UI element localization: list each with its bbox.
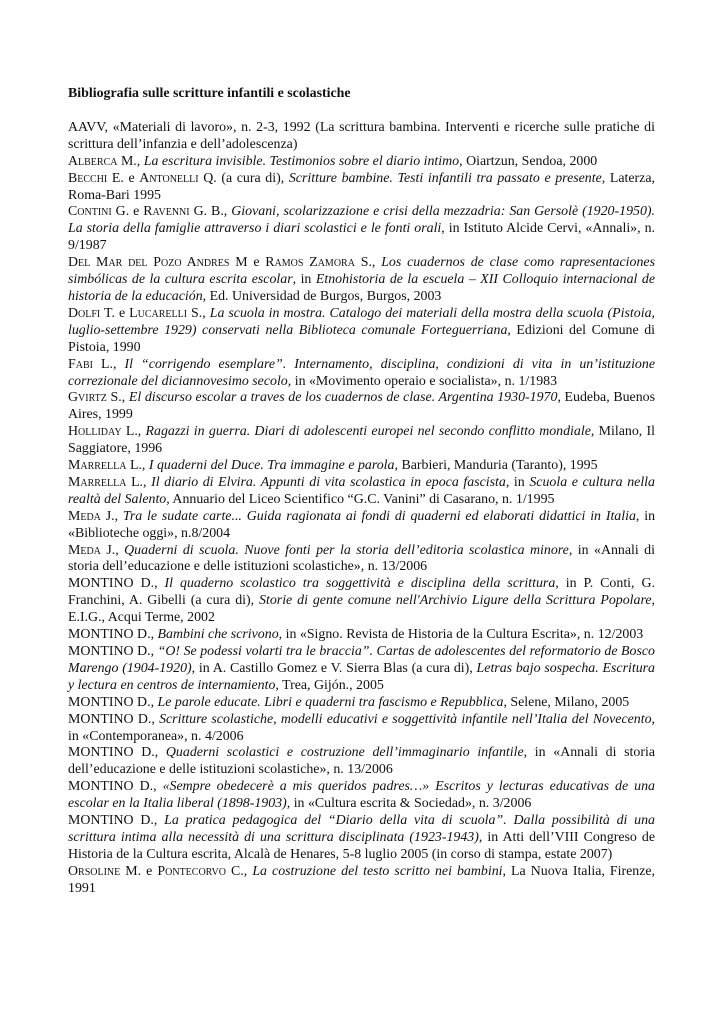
author-name: Meda: [68, 508, 101, 524]
work-title: Scritture scolastiche, modelli educativi e soggettività infantile nell’Italia del Novecento,: [159, 711, 655, 727]
bibliography-entry: [68, 576, 655, 627]
bibliography-entry: [68, 543, 655, 577]
entry-text: , in «Annali di storia dell’educazione e delle istituzioni scolastiche», n. 13/2006: [68, 542, 655, 575]
author-name: Orsoline: [68, 863, 121, 879]
bibliography-entry: [68, 813, 655, 864]
entry-text: J.,: [100, 508, 123, 524]
work-title: La escritura invisible. Testimonios sobre el diario intimo: [143, 153, 460, 169]
entry-text: in «Contemporanea», n. 4/2006: [68, 728, 244, 744]
entry-text: , Oiartzun, Sendoa, 2000: [459, 153, 598, 169]
entry-text: , Annuario del Liceo Scientifico “G.C. Vanini” di Casarano, n. 1/1995: [166, 491, 555, 507]
bibliography-entry: [68, 475, 655, 509]
entry-text: L.,: [92, 356, 125, 372]
entry-text: , in «Annali di storia dell’educazione e delle istituzioni scolastiche», n. 13/2006: [68, 745, 655, 778]
entry-text: , Milano, Il Saggiatore, 1996: [68, 424, 655, 457]
bibliography-entry: [68, 458, 655, 475]
author-name: Alberca: [68, 153, 118, 169]
entry-text: MONTINO D.,: [68, 576, 165, 592]
author-name: Antonelli: [139, 170, 199, 186]
work-title: Il quaderno scolastico tra soggettività e disciplina della scrittura: [164, 576, 556, 592]
entry-text: , in P. Conti, G. Franchini, A. Gibelli (a cura di),: [68, 576, 655, 609]
author-name: Becchi: [68, 170, 108, 186]
bibliography-entry: [68, 644, 655, 695]
author-name: Fabi: [68, 356, 93, 372]
author-name: Gvirtz: [68, 390, 107, 406]
bibliography-list: [68, 120, 655, 898]
work-title: Il diario di Elvira. Appunti di vita scolastica in epoca fascista: [151, 474, 506, 490]
entry-text: , Laterza, Roma-Bari 1995: [68, 170, 655, 203]
bibliography-entry: [68, 779, 655, 813]
entry-text: C.,: [226, 863, 253, 879]
entry-text: , Edizioni del Comune di Pistoia, 1990: [68, 322, 655, 355]
entry-text: , Ed. Universidad de Burgos, Burgos, 2003: [202, 288, 442, 304]
work-title: La scuola in mostra. Catalogo dei materiali della mostra della scuola (Pistoia, luglio-settembre 1929) conservati nella Biblioteca comunale Forteguerriana: [68, 305, 655, 338]
work-title: Etnohistoria de la escuela – XII Colloquio internacional de historia de la educación: [68, 272, 656, 304]
bibliography-entry: [68, 255, 655, 306]
entry-text: , in Istituto Alcide Cervi, «Annali», n. 9/1987: [68, 221, 655, 254]
bibliography-entry: [68, 695, 655, 712]
entry-text: S.,: [354, 255, 382, 271]
entry-text: MONTINO D.,: [68, 627, 158, 643]
bibliography-entry: [68, 424, 655, 458]
entry-text: L.,: [126, 474, 152, 490]
work-title: “O! Se podessi volarti tra le braccia”. Cartas de adolescentes del reformatorio de Bosco Marengo (1904-1920): [68, 644, 655, 676]
author-name: Ravenni: [143, 204, 190, 220]
work-title: Scritture bambine. Testi infantili tra passato e presente: [288, 170, 602, 186]
work-title: El discurso escolar a traves de los cuadernos de clase. Argentina 1930-1970: [128, 390, 558, 406]
entry-text: , Barbieri, Manduria (Taranto), 1995: [394, 458, 598, 474]
author-name: Marrella: [68, 474, 127, 490]
work-title: Quaderni scolastici e costruzione dell’immaginario infantile: [165, 745, 524, 761]
entry-text: MONTINO D.,: [68, 745, 166, 761]
work-title: Quaderni di scuola. Nuove fonti per la storia dell’editoria scolastica minore: [124, 542, 569, 558]
work-title: Tra le sudate carte... Guida ragionata ai fondi di quaderni ed elaborati didattici in Italia: [122, 508, 636, 524]
work-title: Le parole educate. Libri e quaderni tra fascismo e Repubblica: [157, 694, 504, 710]
entry-text: MONTINO D.,: [68, 711, 160, 727]
author-name: Del Mar del Pozo Andres: [68, 255, 230, 271]
entry-text: T. e: [100, 305, 130, 321]
entry-text: M. e: [120, 863, 158, 879]
entry-text: , Selene, Milano, 2005: [503, 694, 630, 710]
entry-text: , Eudeba, Buenos Aires, 1999: [68, 390, 655, 423]
bibliography-page: [68, 86, 655, 898]
bibliography-entry: [68, 509, 655, 543]
entry-text: Q. (a cura di),: [198, 170, 289, 186]
entry-text: MONTINO D.,: [68, 694, 158, 710]
bibliography-entry: [68, 390, 655, 424]
entry-text: MONTINO D.,: [68, 644, 158, 659]
entry-text: MONTINO D.,: [68, 813, 165, 829]
bibliography-entry: [68, 120, 655, 154]
entry-text: MONTINO D.,: [68, 779, 163, 795]
entry-text: AAVV, «Materiali di lavoro», n. 2-3, 1992 (La scrittura bambina. Interventi e ricerche sulle pratiche di scrittura dell’infanzia e dell’adolescenza): [68, 119, 655, 152]
work-title: Bambini che scrivono: [157, 627, 279, 643]
entry-text: , in «Biblioteche oggi», n.8/2004: [68, 508, 656, 541]
author-name: Pontecorvo: [157, 863, 226, 879]
entry-text: , in: [505, 474, 530, 490]
entry-text: M e: [229, 255, 266, 271]
author-name: Contini: [68, 204, 112, 220]
bibliography-entry: [68, 357, 655, 391]
entry-text: S.,: [106, 390, 129, 406]
work-title: Ragazzi in guerra. Diari di adolescenti europei nel secondo conflitto mondiale: [145, 424, 591, 440]
bibliography-entry: [68, 306, 655, 357]
work-title: La pratica pedagogica del “Diario della vita di scuola”. Dalla possibilità di una scrittura intima alla necessità di una scrittura disciplinata (1923-1943): [68, 813, 656, 845]
author-name: Meda: [68, 542, 101, 558]
author-name: Dolfi: [68, 305, 101, 321]
entry-text: E. e: [107, 170, 140, 186]
entry-text: E.I.G., Acqui Terme, 2002: [68, 610, 215, 626]
bibliography-entry: [68, 712, 655, 746]
page-title: Bibliografia sulle scritture infantili e scolastiche: [68, 86, 351, 101]
entry-text: G. B.,: [189, 204, 232, 220]
bibliography-entry: [68, 171, 655, 205]
bibliography-entry: [68, 154, 655, 171]
work-title: «Sempre obedecerè a mis queridos padres…» Escritos y lecturas educativas de una escolar en la Italia liberal (1898-1903): [68, 779, 655, 812]
author-name: Ramos Zamora: [265, 255, 355, 271]
work-title: Los cuadernos de clase como rapresentaciones simbólicas de la cultura escrita escolar: [68, 255, 655, 288]
entry-text: S.,: [187, 305, 210, 321]
bibliography-entry: [68, 627, 655, 644]
bibliography-entry: [68, 204, 655, 255]
entry-text: J.,: [100, 542, 125, 558]
entry-text: L.,: [126, 458, 149, 474]
entry-text: , in A. Castillo Gomez e V. Sierra Blas (a cura di),: [191, 660, 477, 676]
work-title: Il “corrigendo esemplare”. Internamento, disciplina, condizioni di vita in un’istituzione correzionale del diciannovesimo secolo: [68, 356, 655, 389]
work-title: Giovani, scolarizzazione e crisi della mezzadria: San Gersolè (1920-1950). La storia della famiglie attraverso i diari scolastici e le fonti orali: [68, 204, 656, 237]
entry-text: M.,: [117, 153, 144, 169]
entry-text: , Trea, Gijón., 2005: [275, 677, 384, 693]
entry-text: L.,: [121, 424, 146, 440]
author-name: Holliday: [68, 424, 122, 440]
work-title: I quaderni del Duce. Tra immagine e parola: [148, 458, 395, 474]
entry-text: , in: [292, 272, 316, 288]
work-title: La costruzione del testo scritto nei bambini: [252, 863, 503, 879]
work-title: Scuola e cultura nella realtà del Salento: [68, 474, 655, 507]
entry-text: , La Nuova Italia, Firenze, 1991: [68, 863, 656, 896]
bibliography-entry: [68, 864, 655, 898]
author-name: Lucarelli: [129, 305, 188, 321]
entry-text: , in «Movimento operaio e socialista», n. 1/1983: [287, 373, 558, 389]
entry-text: G. e: [111, 204, 144, 220]
work-title: Letras bajo sospecha. Escritura y lectura en centros de internamiento: [68, 660, 655, 693]
entry-text: , in «Signo. Revista de Historia de la Cultura Escrita», n. 12/2003: [278, 627, 644, 643]
work-title: Storie di gente comune nell'Archivio Ligure della Scrittura Popolare,: [259, 593, 655, 609]
entry-text: , in «Cultura escrita & Sociedad», n. 3/2006: [286, 796, 532, 812]
entry-text: , in Atti dell’VIII Congreso de Historia de la Cultura escrita, Alcalà de Henares, 5-8 luglio 2005 (in corso di stampa, estate 2007): [68, 829, 656, 862]
author-name: Marrella: [68, 458, 127, 474]
bibliography-entry: [68, 745, 655, 779]
